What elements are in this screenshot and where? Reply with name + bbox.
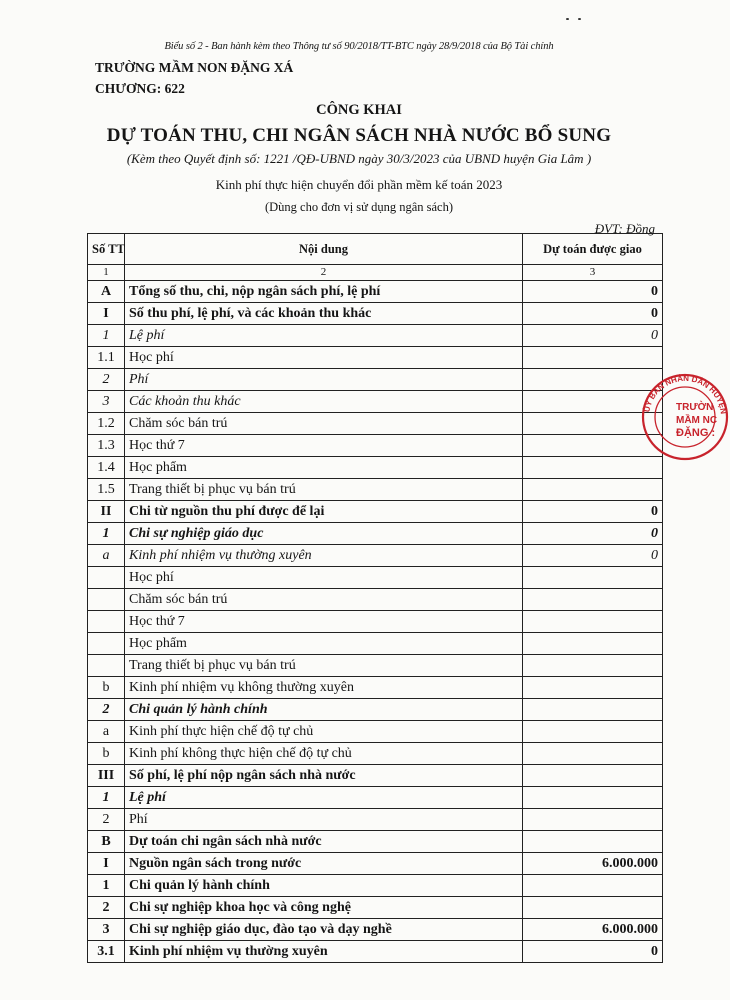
budget-table (87, 233, 663, 963)
row-content: Số thu phí, lệ phí, và các khoản thu khác (125, 303, 523, 325)
row-number: B (88, 831, 125, 853)
row-amount: 0 (523, 501, 663, 523)
table-row (88, 633, 663, 655)
row-content: Phí (125, 809, 523, 831)
currency-unit: ĐVT: Đồng (594, 221, 655, 236)
row-number: 2 (88, 369, 125, 391)
row-number: 1 (88, 875, 125, 897)
table-row (88, 743, 663, 765)
row-amount: 0 (523, 281, 663, 303)
row-number: 1.5 (88, 479, 125, 501)
row-amount (523, 765, 663, 787)
row-content: Học phẩm (125, 633, 523, 655)
row-number: b (88, 743, 125, 765)
row-amount (523, 875, 663, 897)
row-amount (523, 831, 663, 853)
row-number (88, 611, 125, 633)
row-amount (523, 787, 663, 809)
row-content: Trang thiết bị phục vụ bán trú (125, 655, 523, 677)
row-amount (523, 655, 663, 677)
disclosure-heading: CÔNG KHAI (316, 102, 402, 118)
table-body (88, 281, 663, 963)
row-number: 1 (88, 523, 125, 545)
row-content: Chi sự nghiệp giáo dục, đào tạo và dạy nghề (125, 919, 523, 941)
header-amount: Dự toán được giao (523, 234, 663, 265)
table-row (88, 875, 663, 897)
table-row (88, 545, 663, 567)
column-index-row (88, 265, 663, 281)
table-row (88, 369, 663, 391)
table-row (88, 919, 663, 941)
row-number (88, 567, 125, 589)
table-row (88, 611, 663, 633)
table-row (88, 941, 663, 963)
row-content: Phí (125, 369, 523, 391)
table-row (88, 765, 663, 787)
row-content: Các khoản thu khác (125, 391, 523, 413)
table-header-row (88, 234, 663, 265)
row-number: a (88, 721, 125, 743)
row-content: Kinh phí nhiệm vụ thường xuyên (125, 941, 523, 963)
row-number: 3 (88, 919, 125, 941)
row-amount (523, 809, 663, 831)
table-row (88, 457, 663, 479)
row-amount: 0 (523, 545, 663, 567)
table-row (88, 809, 663, 831)
index-cell: 3 (523, 265, 663, 281)
row-amount (523, 897, 663, 919)
funding-description: Kinh phí thực hiện chuyển đổi phần mềm kế toán 2023 (215, 177, 503, 192)
official-seal-icon (640, 372, 730, 462)
row-amount (523, 699, 663, 721)
index-cell: 2 (125, 265, 523, 281)
row-content: Tổng số thu, chi, nộp ngân sách phí, lệ phí (125, 281, 523, 303)
row-number: 1 (88, 325, 125, 347)
row-content: Lệ phí (125, 325, 523, 347)
row-number: A (88, 281, 125, 303)
row-content: Chi sự nghiệp khoa học và công nghệ (125, 897, 523, 919)
table-row (88, 325, 663, 347)
row-amount (523, 567, 663, 589)
row-content: Học phẩm (125, 457, 523, 479)
seal-ring-text: ỦY BAN NHÂN DÂN HUYỆN (642, 373, 728, 415)
table-row (88, 677, 663, 699)
table-row (88, 391, 663, 413)
row-number: 1.2 (88, 413, 125, 435)
document-title: DỰ TOÁN THU, CHI NGÂN SÁCH NHÀ NƯỚC BỔ SUNG (106, 125, 612, 146)
row-amount: 0 (523, 523, 663, 545)
header-stt: Số TT (88, 234, 125, 265)
row-content: Học thứ 7 (125, 435, 523, 457)
school-block (95, 57, 293, 99)
row-number: a (88, 545, 125, 567)
row-content: Kinh phí nhiệm vụ thường xuyên (125, 545, 523, 567)
row-content: Trang thiết bị phục vụ bán trú (125, 479, 523, 501)
row-amount: 0 (523, 941, 663, 963)
table-row (88, 897, 663, 919)
row-number: I (88, 853, 125, 875)
row-amount (523, 633, 663, 655)
usage-note: (Dùng cho đơn vị sử dụng ngân sách) (264, 200, 453, 214)
row-content: Chăm sóc bán trú (125, 413, 523, 435)
row-amount (523, 721, 663, 743)
scan-speck (566, 18, 569, 20)
row-number: 2 (88, 699, 125, 721)
school-name: TRƯỜNG MẦM NON ĐẶNG XÁ (95, 60, 294, 75)
row-amount: 6.000.000 (523, 919, 663, 941)
seal-line: MẦM NC (676, 415, 718, 426)
row-number: 1.1 (88, 347, 125, 369)
row-number: 2 (88, 897, 125, 919)
row-number: 3 (88, 391, 125, 413)
row-amount (523, 347, 663, 369)
table-row (88, 787, 663, 809)
row-number: III (88, 765, 125, 787)
row-content: Kinh phí không thực hiện chế độ tự chủ (125, 743, 523, 765)
table-row (88, 567, 663, 589)
row-amount (523, 743, 663, 765)
row-amount: 0 (523, 325, 663, 347)
table-row (88, 281, 663, 303)
row-content: Dự toán chi ngân sách nhà nước (125, 831, 523, 853)
row-number: b (88, 677, 125, 699)
row-content: Chi quản lý hành chính (125, 699, 523, 721)
row-number: II (88, 501, 125, 523)
table-row (88, 303, 663, 325)
decision-reference: (Kèm theo Quyết định số: 1221 /QĐ-UBND ngày 30/3/2023 của UBND huyện Gia Lâm ) (126, 151, 592, 166)
row-amount: 6.000.000 (523, 853, 663, 875)
table-row (88, 523, 663, 545)
row-number: 1.3 (88, 435, 125, 457)
row-content: Chi từ nguồn thu phí được để lại (125, 501, 523, 523)
row-content: Học thứ 7 (125, 611, 523, 633)
row-amount: 0 (523, 303, 663, 325)
seal-line: TRƯỜN (676, 402, 714, 413)
table-row (88, 413, 663, 435)
table-row (88, 831, 663, 853)
header-content: Nội dung (125, 234, 523, 265)
row-content: Kinh phí thực hiện chế độ tự chủ (125, 721, 523, 743)
row-content: Nguồn ngân sách trong nước (125, 853, 523, 875)
chapter-code: CHƯƠNG: 622 (95, 81, 185, 96)
row-number: I (88, 303, 125, 325)
row-number: 2 (88, 809, 125, 831)
table-row (88, 655, 663, 677)
row-amount (523, 677, 663, 699)
row-number: 1.4 (88, 457, 125, 479)
table-row (88, 435, 663, 457)
index-cell: 1 (88, 265, 125, 281)
row-content: Chi quản lý hành chính (125, 875, 523, 897)
row-content: Chăm sóc bán trú (125, 589, 523, 611)
table-row (88, 853, 663, 875)
row-content: Học phí (125, 347, 523, 369)
row-amount (523, 611, 663, 633)
table-row (88, 479, 663, 501)
row-amount (523, 479, 663, 501)
row-content: Kinh phí nhiệm vụ không thường xuyên (125, 677, 523, 699)
seal-line: ĐẶNG : (676, 427, 716, 439)
row-content: Số phí, lệ phí nộp ngân sách nhà nước (125, 765, 523, 787)
table-row (88, 347, 663, 369)
row-number: 3.1 (88, 941, 125, 963)
table-row (88, 501, 663, 523)
header-note: Biểu số 2 - Ban hành kèm theo Thông tư số 90/2018/TT-BTC ngày 28/9/2018 của Bộ Tài chính (164, 41, 554, 52)
row-amount (523, 589, 663, 611)
row-number (88, 633, 125, 655)
row-content: Học phí (125, 567, 523, 589)
table-row (88, 589, 663, 611)
row-number (88, 655, 125, 677)
table-row (88, 721, 663, 743)
scan-speck (578, 18, 581, 20)
row-number (88, 589, 125, 611)
row-number: 1 (88, 787, 125, 809)
table-row (88, 699, 663, 721)
row-content: Chi sự nghiệp giáo dục (125, 523, 523, 545)
row-content: Lệ phí (125, 787, 523, 809)
